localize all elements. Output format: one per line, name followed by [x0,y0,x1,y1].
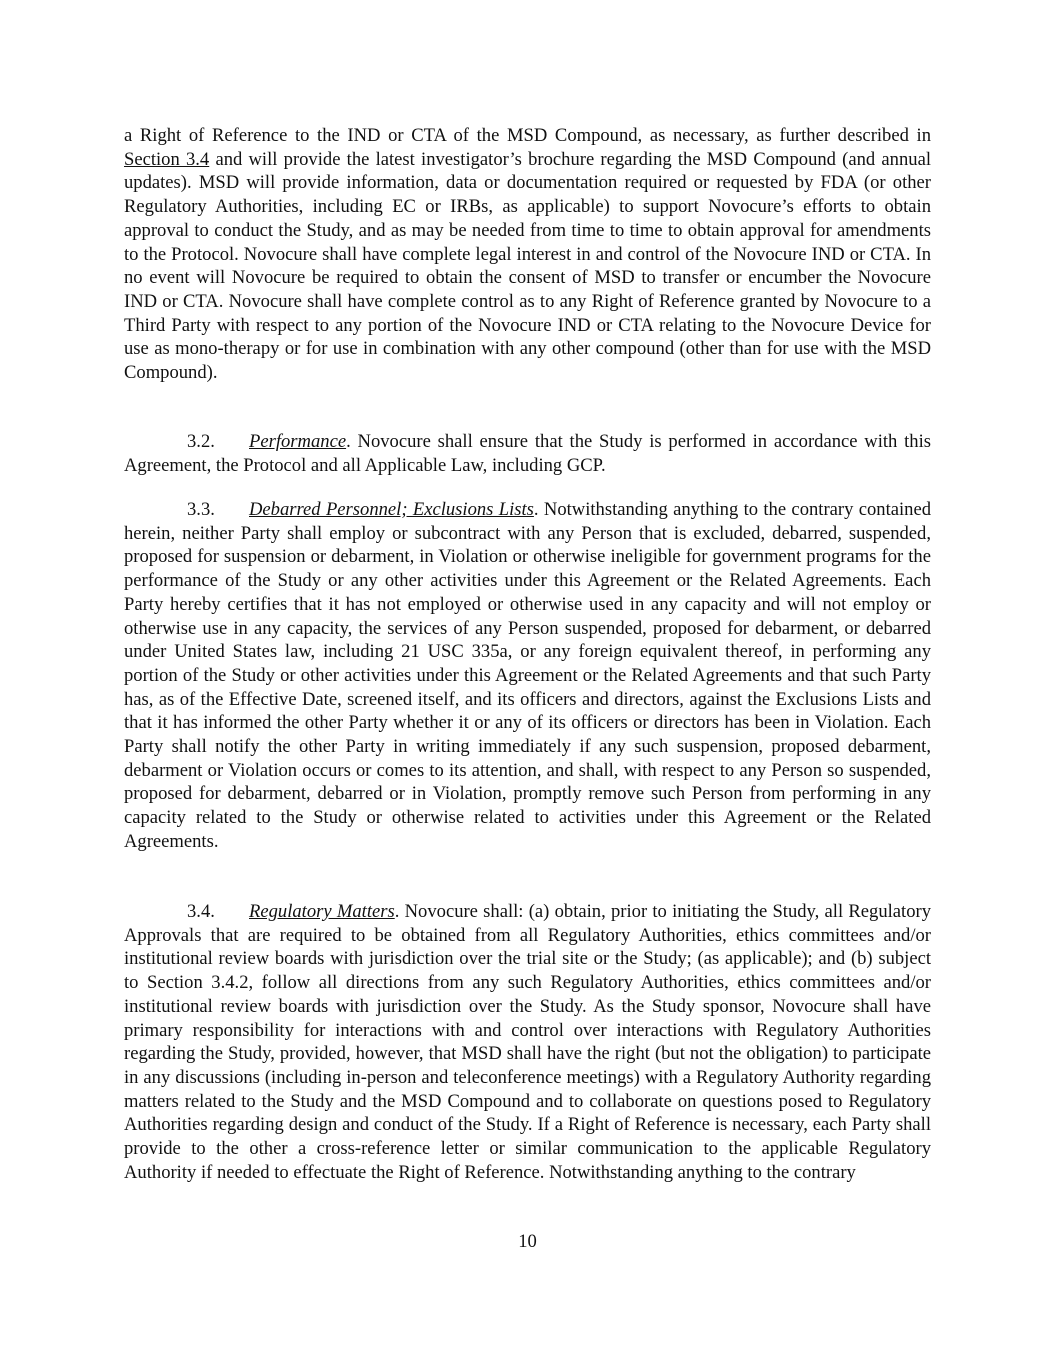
section-title: Regulatory Matters [249,901,395,922]
section-reference-link: Section 3.4 [124,148,210,170]
section-body: . Novocure shall: (a) obtain, prior to initiating the Study, all Regulatory Approvals that are required to be obtained from all Regulatory Authorities, ethics committees and/or institutional review boards with jurisdiction over the trial site or the Study; (as applicable); and (b) subject to Section 3.4.2, follow all directions from any such Regulatory Authorities, ethics committees and/or institutional review boards with jurisdiction over the Study. As the Study sponsor, Novocure shall have primary responsibility for interactions with and control over interactions with Regulatory Authorities regarding the Study, provided, however, that MSD shall have the right (but not the obligation) to participate in any discussions (including in-person and teleconference meetings) with a Regulatory Authority regarding matters related to the Study and the MSD Compound and to collaborate on questions posed to Regulatory Authorities regarding design and conduct of the Study. If a Right of Reference is necessary, each Party shall provide to the other a cross-reference letter or similar communication to the applicable Regulatory Authority if needed to effectuate the Right of Reference. Notwithstanding anything to the contrary [124,901,932,1183]
continuation-paragraph [124,124,931,385]
section-title: Debarred Personnel; Exclusions Lists [249,499,534,520]
section-number: 3.3. [187,499,215,520]
section-body: . Notwithstanding anything to the contrary contained herein, neither Party shall employ or subcontract with any Person that is excluded, debarred, suspended, proposed for suspension or debarment, in Violation or otherwise ineligible for government programs for the performance of the Study or any other activities under this Agreement or the Related Agreements. Each Party hereby certifies that it has not employed or otherwise used in any capacity and will not employ or otherwise use in any capacity, the services of any Person suspended, proposed for debarment, or debarred under United States law, including 21 USC 335a, or any foreign equivalent thereof, in performing any portion of the Study or other activities under this Agreement or the Related Agreements and that such Party has, as of the Effective Date, screened itself, and its officers and directors, against the Exclusions Lists and that it has informed the other Party whether it or any of its officers or directors has been in Violation. Each Party shall notify the other Party in writing immediately if any such suspension, proposed debarment, debarment or Violation occurs or comes to its attention, and shall, with respect to any Person so suspended, proposed for debarment, debarred or in Violation, promptly remove such Person from performing in any capacity related to the Study or otherwise related to activities under this Agreement or the Related Agreements. [124,499,931,852]
section-number: 3.2. [187,431,215,452]
section-title: Performance [249,431,347,452]
section-3-4-paragraph [124,900,931,1184]
section-3-2-paragraph [124,430,931,477]
section-3-3-paragraph [124,498,931,854]
continuation-text-rest: and will provide the latest investigator’s brochure regarding the MSD Compound (and annual updates). MSD will provide information, data or documentation required or requested by FDA (or other Regulatory Authorities, including EC or IRBs, as applicable) to support Novocure’s efforts to obtain approval to conduct the Study, and as may be needed from time to time to obtain approval for amendments to the Protocol. Novocure shall have complete legal interest in and control of the Novocure IND or CTA. In no event will Novocure be required to obtain the consent of MSD to transfer or encumber the Novocure IND or CTA. Novocure shall have complete control as to any Right of Reference granted by Novocure to a Third Party with respect to any portion of the Novocure IND or CTA relating to the Novocure Device for use as mono-therapy or for use in combination with any other compound (other than for use with the MSD Compound). [124,148,931,384]
continuation-text-start: a Right of Reference to the IND or CTA of the MSD Compound, as necessary, as further described in [124,125,931,146]
page-number: 10 [518,1231,537,1252]
section-number: 3.4. [187,901,215,922]
section-body: . Novocure shall ensure that the Study is performed in accordance with this Agreement, the Protocol and all Applicable Law, including GCP. [124,431,931,476]
